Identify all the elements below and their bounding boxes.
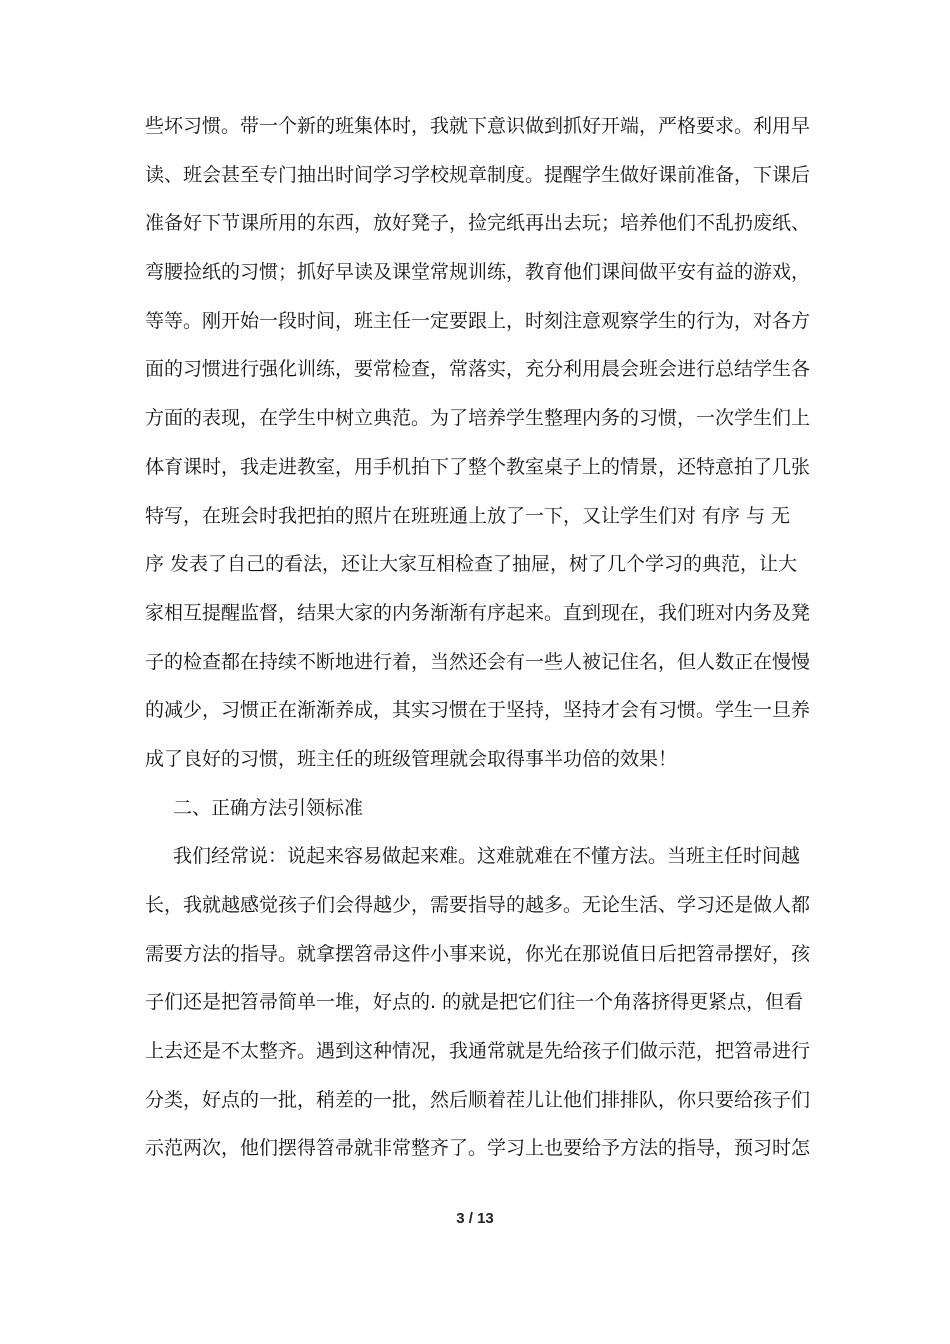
text-line: 些坏习惯。带一个新的班集体时，我就下意识做到抓好开端，严格要求。利用早 bbox=[145, 115, 811, 137]
text-line: 分类，好点的一批，稍差的一批，然后顺着茬儿让他们排排队，你只要给孩子们 bbox=[145, 1088, 811, 1111]
page-number: 3 / 13 bbox=[456, 1210, 494, 1227]
text-line: 家相互提醒监督，结果大家的内务渐渐有序起来。直到现在，我们班对内务及凳 bbox=[145, 601, 811, 624]
text-line: 面的习惯进行强化训练，要常检查，常落实，充分利用晨会班会进行总结学生各 bbox=[145, 358, 811, 381]
text-line: 示范两次，他们摆得笤帚就非常整齐了。学习上也要给予方法的指导，预习时怎 bbox=[145, 1137, 811, 1160]
section-heading: 二、正确方法引领标准 bbox=[173, 796, 364, 819]
text-line: 我们经常说：说起来容易做起来难。这难就难在不懂方法。当班主任时间越 bbox=[173, 845, 801, 868]
text-line: 的减少，习惯正在渐渐养成，其实习惯在于坚持，坚持才会有习惯。学生一旦养 bbox=[145, 699, 811, 722]
text-line: 序 发表了自己的看法，还让大家互相检查了抽屉，树了几个学习的典范，让大 bbox=[145, 553, 798, 576]
text-line: 上去还是不太整齐。遇到这种情况，我通常就是先给孩子们做示范，把笤帚进行 bbox=[145, 1040, 811, 1063]
text-line: 子的检查都在持续不断地进行着，当然还会有一些人被记住名，但人数正在慢慢 bbox=[145, 650, 811, 673]
text-line: 等等。刚开始一段时间，班主任一定要跟上，时刻注意观察学生的行为，对各方 bbox=[145, 309, 811, 332]
text-line: 长，我就越感觉孩子们会得越少，需要指导的越多。无论生活、学习还是做人都 bbox=[145, 894, 811, 916]
text-line: 方面的表现，在学生中树立典范。为了培养学生整理内务的习惯，一次学生们上 bbox=[145, 407, 811, 430]
text-line: 准备好下节课所用的东西，放好凳子，捡完纸再出去玩；培养他们不乱扔废纸、 bbox=[145, 212, 811, 235]
text-line: 体育课时，我走进教室，用手机拍下了整个教室桌子上的情景，还特意拍了几张 bbox=[145, 455, 811, 478]
text-line: 弯腰捡纸的习惯；抓好早读及课堂常规训练，教育他们课间做平安有益的游戏， bbox=[145, 261, 811, 284]
text-line: 需要方法的指导。就拿摆笤帚这件小事来说，你光在那说值日后把笤帚摆好，孩 bbox=[145, 942, 811, 965]
text-line: 特写，在班会时我把拍的照片在班班通上放了一下，又让学生们对 有序 与 无 bbox=[145, 504, 791, 527]
text-line: 子们还是把笤帚简单一堆，好点的. 的就是把它们往一个角落挤得更紧点，但看 bbox=[145, 991, 804, 1014]
text-line: 读、班会甚至专门抽出时间学习学校规章制度。提醒学生做好课前准备，下课后 bbox=[145, 163, 811, 186]
text-line: 成了良好的习惯，班主任的班级管理就会取得事半功倍的效果！ bbox=[145, 747, 678, 770]
body-text bbox=[145, 102, 825, 1173]
